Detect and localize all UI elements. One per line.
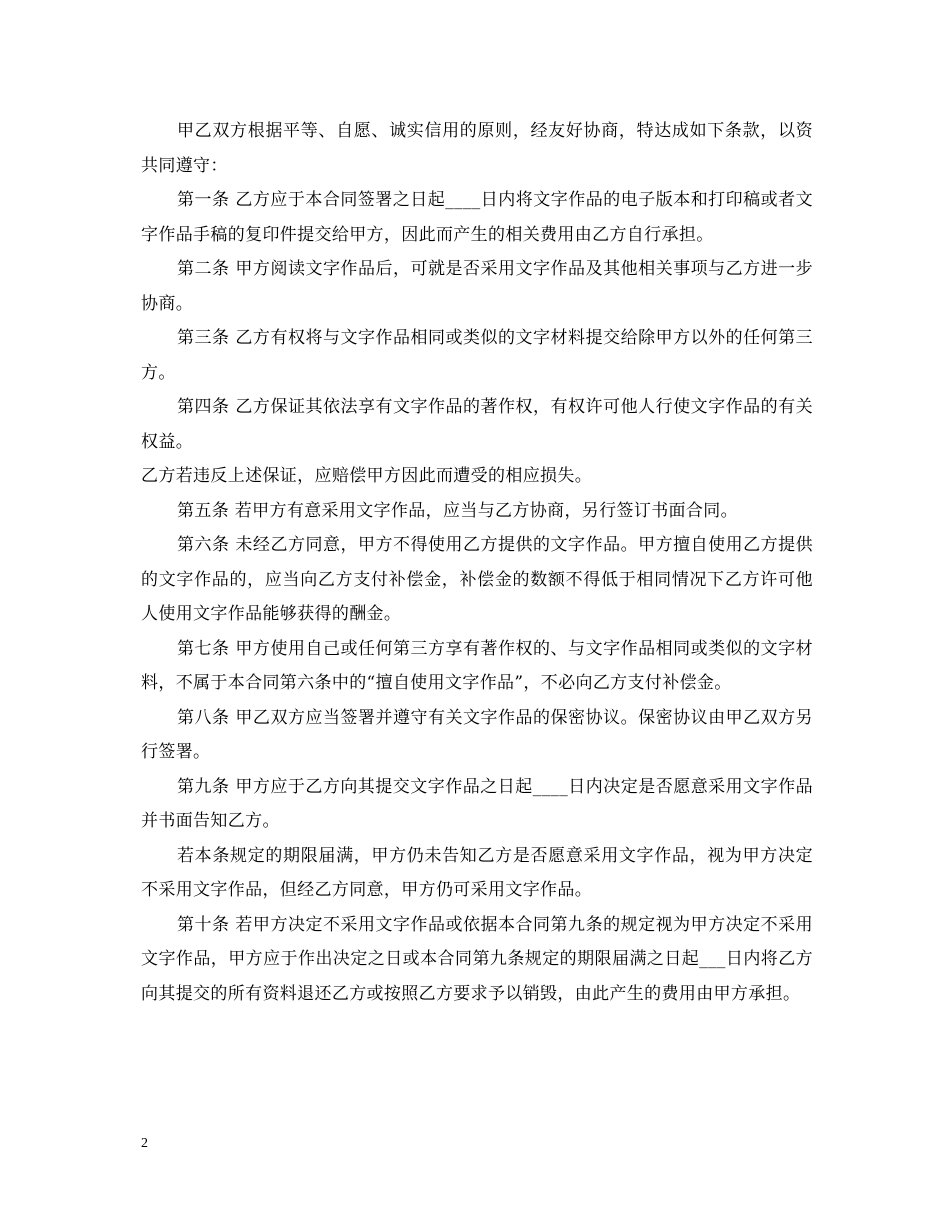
- paragraph-article-2: 第二条 甲方阅读文字作品后，可就是否采用文字作品及其他相关事项与乙方进一步协商。: [141, 259, 813, 314]
- paragraph-article-9-note: 若本条规定的期限届满，甲方仍未告知乙方是否愿意采用文字作品，视为甲方决定不采用文字作品，但经乙方同意，甲方仍可采用文字作品。: [141, 845, 813, 900]
- paragraph-article-4-note: 乙方若违反上述保证，应赔偿甲方因此而遭受的相应损失。: [141, 466, 593, 486]
- paragraph-article-3: 第三条 乙方有权将与文字作品相同或类似的文字材料提交给除甲方以外的任何第三方。: [141, 328, 813, 383]
- paragraph-article-6: 第六条 未经乙方同意，甲方不得使用乙方提供的文字作品。甲方擅自使用乙方提供的文字作品的，应当向乙方支付补偿金，补偿金的数额不得低于相同情况下乙方许可他人使用文字作品能够获得的酬金。: [141, 535, 813, 624]
- page-number: 2: [141, 1136, 148, 1151]
- paragraph-article-9: 第九条 甲方应于乙方向其提交文字作品之日起____日内决定是否愿意采用文字作品并书面告知乙方。: [141, 776, 813, 831]
- paragraph-preamble: 甲乙双方根据平等、自愿、诚实信用的原则，经友好协商，特达成如下条款，以资共同遵守：: [141, 121, 813, 176]
- paragraph-article-4: 第四条 乙方保证其依法享有文字作品的著作权，有权许可他人行使文字作品的有关权益。: [141, 397, 813, 452]
- paragraph-article-1: 第一条 乙方应于本合同签署之日起____日内将文字作品的电子版本和打印稿或者文字作品手稿的复印件提交给甲方，因此而产生的相关费用由乙方自行承担。: [141, 190, 813, 245]
- paragraph-article-8: 第八条 甲乙双方应当签署并遵守有关文字作品的保密协议。保密协议由甲乙双方另行签署。: [141, 707, 813, 762]
- paragraph-article-10: 第十条 若甲方决定不采用文字作品或依据本合同第九条的规定视为甲方决定不采用文字作品，甲方应于作出决定之日或本合同第九条规定的期限届满之日起___日内将乙方向其提交的所有资料退还乙方或按照乙方要求予以销毁，由此产生的费用由甲方承担。: [141, 914, 813, 1004]
- paragraph-article-5: 第五条 若甲方有意采用文字作品，应当与乙方协商，另行签订书面合同。: [177, 500, 738, 521]
- paragraph-article-7: 第七条 甲方使用自己或任何第三方享有著作权的、与文字作品相同或类似的文字材料，不属于本合同第六条中的“擅自使用文字作品”，不必向乙方支付补偿金。: [141, 638, 813, 693]
- document-body: [141, 114, 813, 1011]
